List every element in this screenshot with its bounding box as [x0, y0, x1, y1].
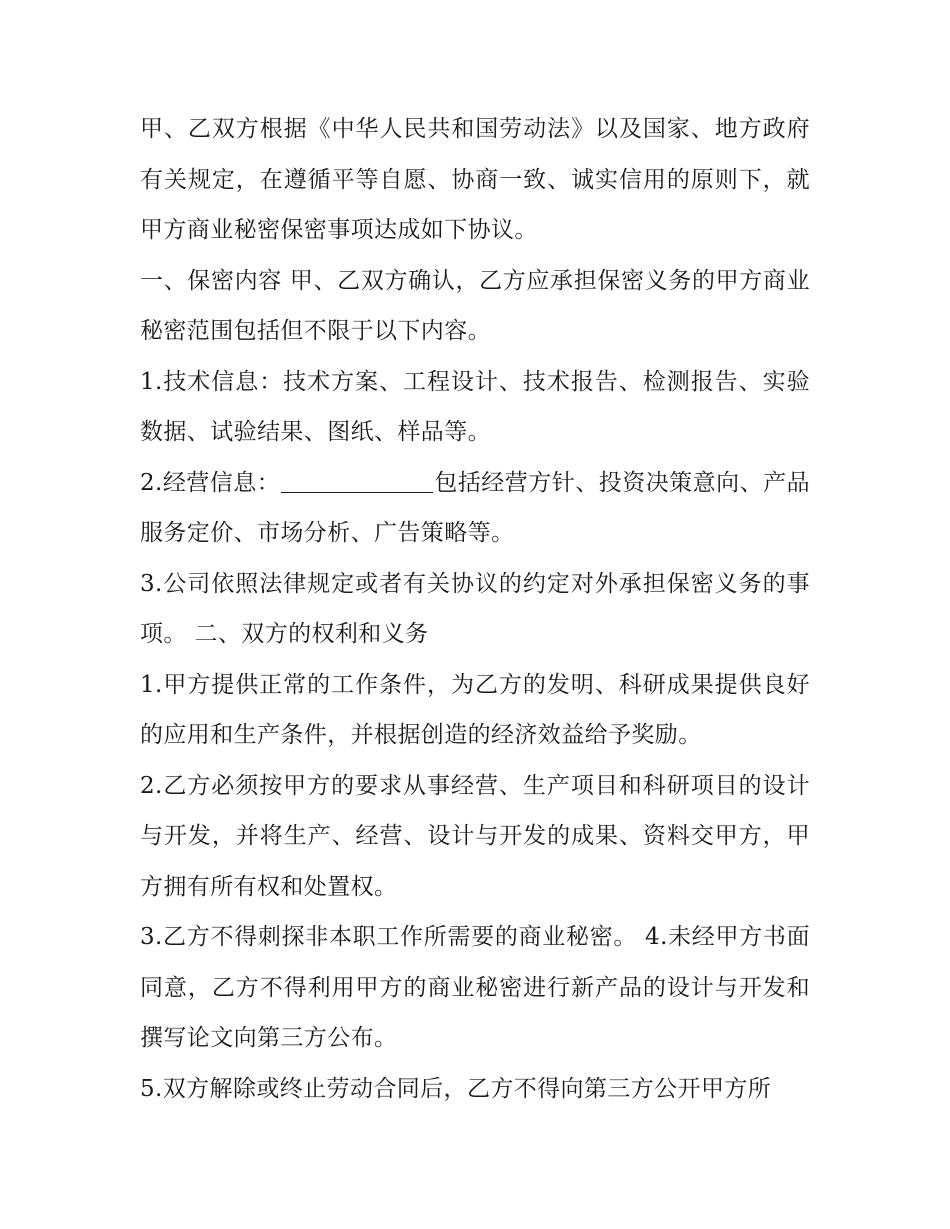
paragraph-external-obligations: 3.公司依照法律规定或者有关协议的约定对外承担保密义务的事项。 二、双方的权利和义务 — [140, 570, 810, 647]
paragraph-technical-info: 1.技术信息：技术方案、工程设计、技术报告、检测报告、实验数据、试验结果、图纸、样品等。 — [140, 368, 810, 445]
paragraph-preamble: 甲、乙双方根据《中华人民共和国劳动法》以及国家、地方政府有关规定，在遵循平等自愿、协商一致、诚实信用的原则下，就甲方商业秘密保密事项达成如下协议。 — [140, 116, 810, 243]
business-info-text: 包括经营方针、投资决策意向、产品服务定价、市场分析、广告策略等。 — [140, 469, 810, 546]
paragraph-post-termination: 5.双方解除或终止劳动合同后，乙方不得向第三方公开甲方所 — [140, 1075, 772, 1102]
paragraph-party-b-duties: 2.乙方必须按甲方的要求从事经营、生产项目和科研项目的设计与开发，并将生产、经营、设计与开发的成果、资料交甲方，甲方拥有所有权和处置权。 — [140, 772, 810, 900]
paragraph-restrictions: 3.乙方不得刺探非本职工作所需要的商业秘密。 4.未经甲方书面同意，乙方不得利用甲方的商业秘密进行新产品的设计与开发和撰写论文向第三方公布。 — [140, 924, 810, 1051]
blank-fill-line — [281, 469, 433, 493]
business-info-label: 2.经营信息： — [140, 469, 281, 496]
document-body — [140, 104, 810, 1114]
paragraph-section-1-confidential-content: 一、保密内容 甲、乙双方确认，乙方应承担保密义务的甲方商业秘密范围包括但不限于以下内容。 — [140, 267, 810, 344]
paragraph-business-info — [140, 458, 810, 559]
paragraph-party-a-duties: 1.甲方提供正常的工作条件，为乙方的发明、科研成果提供良好的应用和生产条件，并根据创造的经济效益给予奖励。 — [140, 671, 810, 748]
